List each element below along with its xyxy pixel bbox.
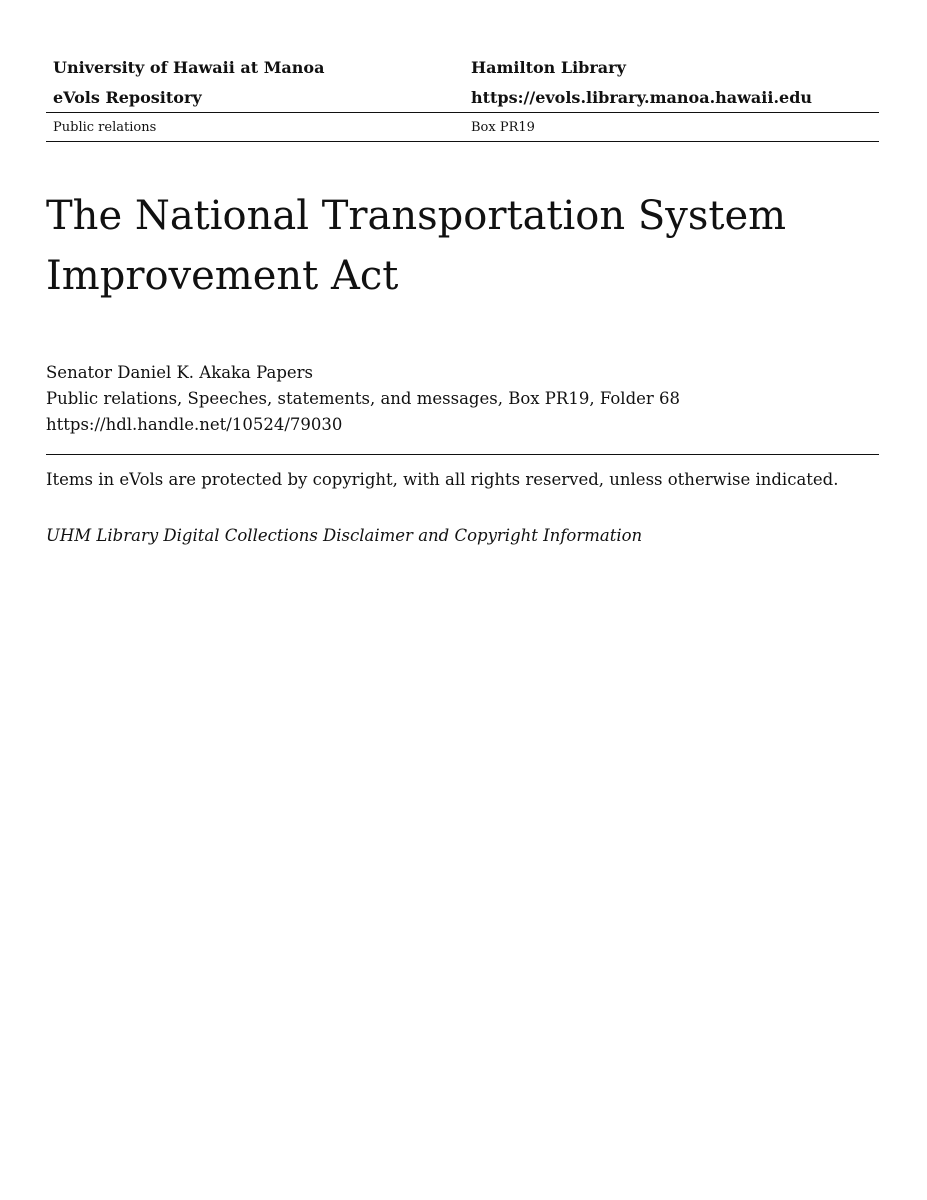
document-metadata — [46, 360, 680, 438]
header-row-2 — [46, 82, 879, 112]
handle-link[interactable]: https://hdl.handle.net/10524/79030 — [46, 415, 343, 434]
title-line-1: The National Transportation System — [46, 193, 787, 239]
repository-name: eVols Repository — [53, 87, 202, 107]
papers-name: Senator Daniel K. Akaka Papers — [46, 363, 314, 382]
repository-url[interactable]: https://evols.library.manoa.hawaii.edu — [471, 87, 813, 107]
footer-divider — [46, 454, 879, 455]
header-row-1 — [46, 52, 879, 82]
title-line-2: Improvement Act — [46, 253, 399, 299]
header-block — [46, 52, 879, 142]
collection-name: Public relations — [53, 119, 157, 135]
box-label: Box PR19 — [471, 119, 535, 135]
disclaimer-link[interactable]: UHM Library Digital Collections Disclaimer and Copyright Information — [46, 526, 643, 545]
series-description: Public relations, Speeches, statements, and messages, Box PR19, Folder 68 — [46, 389, 681, 408]
library-name: Hamilton Library — [471, 57, 626, 77]
institution-name: University of Hawaii at Manoa — [53, 57, 325, 77]
header-divider-bottom — [46, 141, 879, 142]
copyright-notice: Items in eVols are protected by copyright, with all rights reserved, unless otherwise indicated. — [46, 470, 839, 489]
document-title — [46, 186, 879, 306]
header-row-3 — [46, 113, 879, 141]
